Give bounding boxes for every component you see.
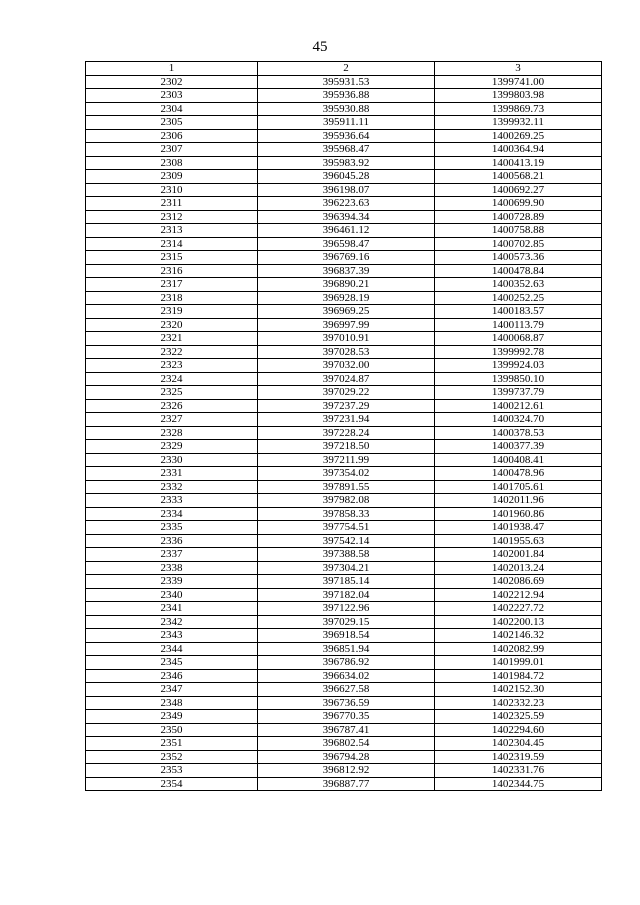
- table-cell-col-1: 2344: [86, 642, 258, 656]
- table-cell-col-2: 396997.99: [258, 318, 435, 332]
- table-cell-col-3: 1400758.88: [435, 224, 602, 238]
- table-row: [86, 75, 602, 89]
- table-row: [86, 210, 602, 224]
- table-cell-col-1: 2330: [86, 453, 258, 467]
- table-cell-col-1: 2343: [86, 629, 258, 643]
- table-cell-col-3: 1400699.90: [435, 197, 602, 211]
- table-row: [86, 521, 602, 535]
- table-cell-col-1: 2338: [86, 561, 258, 575]
- table-cell-col-2: 397354.02: [258, 467, 435, 481]
- table-cell-col-2: 396812.92: [258, 764, 435, 778]
- table-row: [86, 372, 602, 386]
- table-row: [86, 696, 602, 710]
- table-cell-col-3: 1400478.96: [435, 467, 602, 481]
- table-cell-col-3: 1402319.59: [435, 750, 602, 764]
- table-row: [86, 723, 602, 737]
- table-cell-col-1: 2335: [86, 521, 258, 535]
- table-cell-col-1: 2328: [86, 426, 258, 440]
- table-cell-col-3: 1402304.45: [435, 737, 602, 751]
- table-row: [86, 426, 602, 440]
- table-cell-col-3: 1400692.27: [435, 183, 602, 197]
- table-cell-col-2: 396851.94: [258, 642, 435, 656]
- table-cell-col-2: 396802.54: [258, 737, 435, 751]
- table-cell-col-3: 1400183.57: [435, 305, 602, 319]
- table-cell-col-3: 1402344.75: [435, 777, 602, 791]
- table-cell-col-3: 1402212.94: [435, 588, 602, 602]
- table-cell-col-3: 1401955.63: [435, 534, 602, 548]
- table-row: [86, 102, 602, 116]
- table-cell-col-2: 397891.55: [258, 480, 435, 494]
- table-cell-col-2: 397122.96: [258, 602, 435, 616]
- table-cell-col-1: 2305: [86, 116, 258, 130]
- table-row: [86, 737, 602, 751]
- table-cell-col-1: 2311: [86, 197, 258, 211]
- table-cell-col-1: 2306: [86, 129, 258, 143]
- table-cell-col-3: 1402200.13: [435, 615, 602, 629]
- table-cell-col-2: 395931.53: [258, 75, 435, 89]
- table-cell-col-1: 2326: [86, 399, 258, 413]
- table-row: [86, 143, 602, 157]
- table-row: [86, 777, 602, 791]
- table-cell-col-3: 1400408.41: [435, 453, 602, 467]
- table-cell-col-2: 396837.39: [258, 264, 435, 278]
- table-row: [86, 399, 602, 413]
- table-row: [86, 453, 602, 467]
- table-cell-col-3: 1400377.39: [435, 440, 602, 454]
- table-row: [86, 710, 602, 724]
- table-cell-col-1: 2341: [86, 602, 258, 616]
- table-cell-col-3: 1402227.72: [435, 602, 602, 616]
- table-cell-col-3: 1400113.79: [435, 318, 602, 332]
- table-cell-col-1: 2346: [86, 669, 258, 683]
- table-cell-col-1: 2321: [86, 332, 258, 346]
- table-row: [86, 656, 602, 670]
- table-cell-col-2: 396887.77: [258, 777, 435, 791]
- table-cell-col-3: 1402325.59: [435, 710, 602, 724]
- table-row: [86, 413, 602, 427]
- table-cell-col-1: 2349: [86, 710, 258, 724]
- table-cell-col-1: 2348: [86, 696, 258, 710]
- table-cell-col-2: 396890.21: [258, 278, 435, 292]
- table-cell-col-3: 1400573.36: [435, 251, 602, 265]
- table-cell-col-1: 2340: [86, 588, 258, 602]
- table-row: [86, 170, 602, 184]
- table-cell-col-3: 1402152.30: [435, 683, 602, 697]
- table-row: [86, 629, 602, 643]
- table-row: [86, 669, 602, 683]
- table-cell-col-3: 1401705.61: [435, 480, 602, 494]
- table-row: [86, 129, 602, 143]
- table-cell-col-1: 2325: [86, 386, 258, 400]
- table-row: [86, 291, 602, 305]
- table-cell-col-2: 396198.07: [258, 183, 435, 197]
- table-cell-col-3: 1402294.60: [435, 723, 602, 737]
- table-cell-col-1: 2313: [86, 224, 258, 238]
- table-cell-col-3: 1401960.86: [435, 507, 602, 521]
- table-row: [86, 251, 602, 265]
- table-cell-col-1: 2334: [86, 507, 258, 521]
- table-cell-col-2: 395930.88: [258, 102, 435, 116]
- table-cell-col-3: 1399924.03: [435, 359, 602, 373]
- table-cell-col-3: 1399869.73: [435, 102, 602, 116]
- table-cell-col-2: 397029.15: [258, 615, 435, 629]
- table-cell-col-3: 1402331.76: [435, 764, 602, 778]
- table-cell-col-1: 2304: [86, 102, 258, 116]
- table-cell-col-1: 2333: [86, 494, 258, 508]
- table-row: [86, 602, 602, 616]
- table-cell-col-3: 1400413.19: [435, 156, 602, 170]
- table-cell-col-2: 396045.28: [258, 170, 435, 184]
- table-cell-col-3: 1402086.69: [435, 575, 602, 589]
- table-cell-col-2: 397304.21: [258, 561, 435, 575]
- table-cell-col-1: 2337: [86, 548, 258, 562]
- table-cell-col-3: 1400252.25: [435, 291, 602, 305]
- table-cell-col-2: 395936.88: [258, 89, 435, 103]
- table-cell-col-1: 2354: [86, 777, 258, 791]
- table-row: [86, 318, 602, 332]
- table-row: [86, 386, 602, 400]
- table-cell-col-2: 397982.08: [258, 494, 435, 508]
- table-row: [86, 264, 602, 278]
- table-cell-col-1: 2322: [86, 345, 258, 359]
- table-cell-col-1: 2303: [86, 89, 258, 103]
- table-row: [86, 588, 602, 602]
- table-cell-col-2: 396794.28: [258, 750, 435, 764]
- table-cell-col-2: 397185.14: [258, 575, 435, 589]
- table-row: [86, 683, 602, 697]
- table-cell-col-1: 2316: [86, 264, 258, 278]
- table-cell-col-2: 397028.53: [258, 345, 435, 359]
- table-cell-col-2: 396969.25: [258, 305, 435, 319]
- table-cell-col-1: 2307: [86, 143, 258, 157]
- table-cell-col-3: 1400352.63: [435, 278, 602, 292]
- column-header-1: 1: [86, 62, 258, 76]
- table-cell-col-1: 2353: [86, 764, 258, 778]
- table-cell-col-3: 1400728.89: [435, 210, 602, 224]
- table-cell-col-2: 397542.14: [258, 534, 435, 548]
- table-cell-col-1: 2350: [86, 723, 258, 737]
- table-cell-col-1: 2336: [86, 534, 258, 548]
- table-cell-col-2: 397388.58: [258, 548, 435, 562]
- page-number: 45: [312, 39, 328, 55]
- table-cell-col-3: 1402011.96: [435, 494, 602, 508]
- table-row: [86, 89, 602, 103]
- table-cell-col-3: 1400212.61: [435, 399, 602, 413]
- table-cell-col-1: 2347: [86, 683, 258, 697]
- table-row: [86, 507, 602, 521]
- table-cell-col-3: 1400478.84: [435, 264, 602, 278]
- table-cell-col-3: 1402332.23: [435, 696, 602, 710]
- table-cell-col-3: 1400324.70: [435, 413, 602, 427]
- table-cell-col-2: 396918.54: [258, 629, 435, 643]
- table-cell-col-2: 395983.92: [258, 156, 435, 170]
- table-cell-col-1: 2324: [86, 372, 258, 386]
- table-cell-col-3: 1399992.78: [435, 345, 602, 359]
- table-cell-col-3: 1400068.87: [435, 332, 602, 346]
- table-cell-col-3: 1400269.25: [435, 129, 602, 143]
- table-cell-col-2: 397237.29: [258, 399, 435, 413]
- table-cell-col-2: 397858.33: [258, 507, 435, 521]
- table-cell-col-1: 2319: [86, 305, 258, 319]
- table-cell-col-3: 1399803.98: [435, 89, 602, 103]
- table-body: [86, 75, 602, 791]
- table-cell-col-3: 1402082.99: [435, 642, 602, 656]
- table-row: [86, 534, 602, 548]
- table-cell-col-1: 2342: [86, 615, 258, 629]
- table-cell-col-2: 397010.91: [258, 332, 435, 346]
- table-cell-col-2: 397231.94: [258, 413, 435, 427]
- table-cell-col-2: 396770.35: [258, 710, 435, 724]
- table-cell-col-3: 1399741.00: [435, 75, 602, 89]
- table-cell-col-1: 2314: [86, 237, 258, 251]
- table-cell-col-2: 395911.11: [258, 116, 435, 130]
- table-cell-col-3: 1399850.10: [435, 372, 602, 386]
- table-row: [86, 332, 602, 346]
- table-cell-col-1: 2332: [86, 480, 258, 494]
- table-cell-col-3: 1400568.21: [435, 170, 602, 184]
- table-cell-col-2: 396634.02: [258, 669, 435, 683]
- table-cell-col-2: 396223.63: [258, 197, 435, 211]
- table-cell-col-3: 1402146.32: [435, 629, 602, 643]
- table-row: [86, 575, 602, 589]
- table-cell-col-1: 2308: [86, 156, 258, 170]
- table-cell-col-1: 2310: [86, 183, 258, 197]
- table-cell-col-1: 2327: [86, 413, 258, 427]
- table-row: [86, 494, 602, 508]
- coordinates-table: [85, 61, 602, 791]
- table-row: [86, 359, 602, 373]
- table-row: [86, 156, 602, 170]
- table-cell-col-1: 2345: [86, 656, 258, 670]
- table-row: [86, 548, 602, 562]
- table-cell-col-3: 1400702.85: [435, 237, 602, 251]
- table-cell-col-2: 395936.64: [258, 129, 435, 143]
- table-row: [86, 183, 602, 197]
- table-cell-col-2: 397032.00: [258, 359, 435, 373]
- table-row: [86, 561, 602, 575]
- table-cell-col-2: 397182.04: [258, 588, 435, 602]
- table-cell-col-3: 1400378.53: [435, 426, 602, 440]
- table-cell-col-3: 1401938.47: [435, 521, 602, 535]
- table-cell-col-3: 1399932.11: [435, 116, 602, 130]
- table-cell-col-1: 2352: [86, 750, 258, 764]
- table-cell-col-2: 397211.99: [258, 453, 435, 467]
- table-row: [86, 480, 602, 494]
- table-cell-col-2: 396461.12: [258, 224, 435, 238]
- table-cell-col-2: 396627.58: [258, 683, 435, 697]
- column-header-2: 2: [258, 62, 435, 76]
- table-header-row: [86, 62, 602, 76]
- table-cell-col-1: 2318: [86, 291, 258, 305]
- table-cell-col-1: 2315: [86, 251, 258, 265]
- table-cell-col-2: 396598.47: [258, 237, 435, 251]
- table-cell-col-3: 1400364.94: [435, 143, 602, 157]
- table-cell-col-3: 1402013.24: [435, 561, 602, 575]
- table-row: [86, 615, 602, 629]
- table-cell-col-3: 1401984.72: [435, 669, 602, 683]
- table-cell-col-3: 1399737.79: [435, 386, 602, 400]
- table-cell-col-1: 2312: [86, 210, 258, 224]
- table-cell-col-2: 397029.22: [258, 386, 435, 400]
- table-row: [86, 345, 602, 359]
- table-row: [86, 642, 602, 656]
- table-cell-col-2: 396769.16: [258, 251, 435, 265]
- table-cell-col-1: 2323: [86, 359, 258, 373]
- table-cell-col-2: 396787.41: [258, 723, 435, 737]
- column-header-3: 3: [435, 62, 602, 76]
- table-row: [86, 467, 602, 481]
- table-cell-col-2: 396786.92: [258, 656, 435, 670]
- table-row: [86, 224, 602, 238]
- table-cell-col-2: 396928.19: [258, 291, 435, 305]
- table-cell-col-2: 397218.50: [258, 440, 435, 454]
- table-cell-col-3: 1401999.01: [435, 656, 602, 670]
- table-row: [86, 237, 602, 251]
- table-row: [86, 305, 602, 319]
- table-cell-col-1: 2309: [86, 170, 258, 184]
- table-cell-col-2: 397228.24: [258, 426, 435, 440]
- table-cell-col-1: 2331: [86, 467, 258, 481]
- table-cell-col-2: 397754.51: [258, 521, 435, 535]
- table-cell-col-1: 2329: [86, 440, 258, 454]
- table-row: [86, 116, 602, 130]
- table-row: [86, 197, 602, 211]
- table-row: [86, 750, 602, 764]
- table-cell-col-2: 397024.87: [258, 372, 435, 386]
- table-row: [86, 764, 602, 778]
- table-cell-col-2: 396394.34: [258, 210, 435, 224]
- table-cell-col-1: 2317: [86, 278, 258, 292]
- table-cell-col-3: 1402001.84: [435, 548, 602, 562]
- table-cell-col-1: 2339: [86, 575, 258, 589]
- table-cell-col-2: 395968.47: [258, 143, 435, 157]
- table-cell-col-1: 2351: [86, 737, 258, 751]
- table-cell-col-2: 396736.59: [258, 696, 435, 710]
- table-row: [86, 440, 602, 454]
- table-cell-col-1: 2320: [86, 318, 258, 332]
- table-row: [86, 278, 602, 292]
- table-cell-col-1: 2302: [86, 75, 258, 89]
